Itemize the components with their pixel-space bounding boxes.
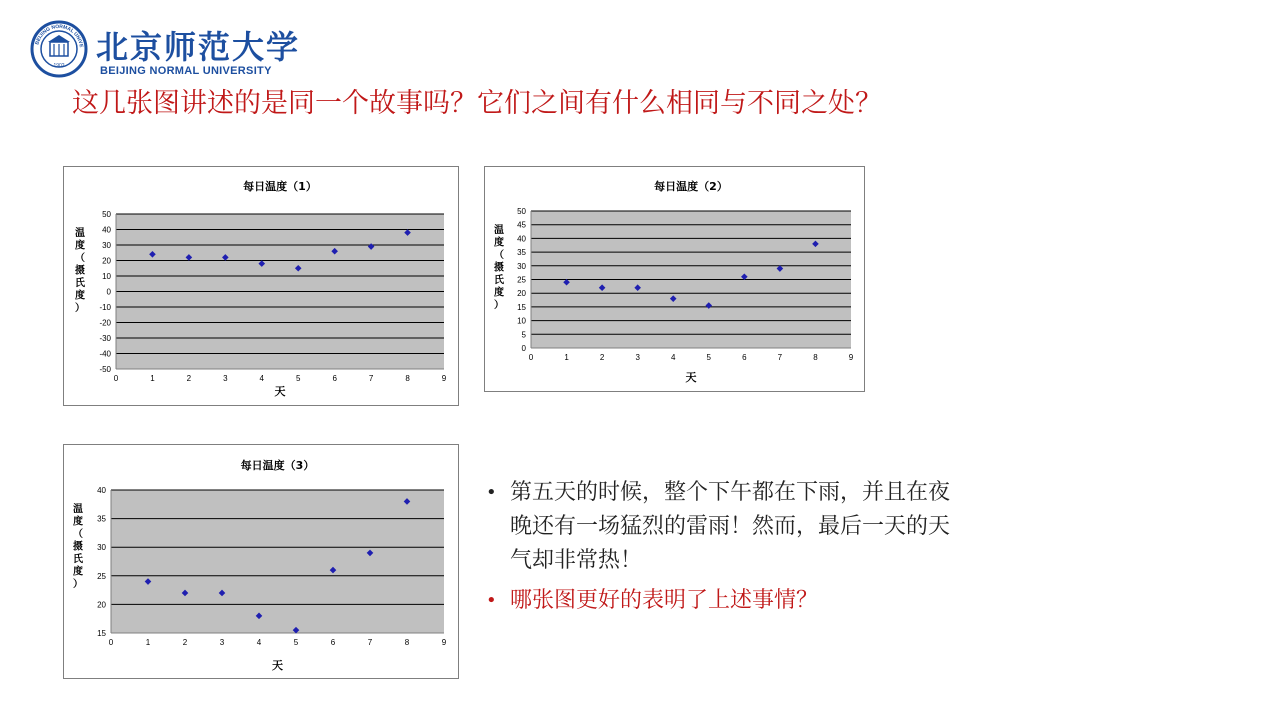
x-tick-label: 2 [186,374,192,383]
y-tick-label: 0 [521,344,526,353]
chart-title: 每日温度（1） [243,180,317,193]
x-axis-label: 天 [272,659,283,672]
y-tick-label: 20 [102,256,111,266]
x-axis-label: 天 [274,385,286,398]
y-tick-label: -30 [99,334,111,343]
x-tick-label: 6 [332,374,337,383]
x-tick-label: 8 [404,638,410,647]
x-tick-label: 4 [256,638,262,647]
x-tick-label: 8 [813,353,818,362]
chart-title: 每日温度（2） [654,180,728,193]
bullet-dot-icon: • [486,590,497,611]
y-tick-label: 10 [517,316,526,326]
y-tick-label: 5 [521,330,526,340]
y-tick-label: 20 [97,600,106,610]
y-axis-label: 温度（摄氏度） [494,225,504,311]
chart-3-svg [64,445,460,680]
y-tick-label: 35 [517,248,526,258]
chart-title: 每日温度（3） [240,459,315,472]
y-tick-label: 15 [517,302,526,312]
y-tick-label: 40 [517,234,526,244]
x-tick-label: 2 [599,353,605,362]
y-tick-label: 40 [97,486,106,495]
x-tick-label: 8 [405,374,410,383]
x-tick-label: 5 [295,374,301,383]
x-tick-label: 0 [528,353,534,362]
slide-question: 这几张图讲述的是同一个故事吗？它们之间有什么相同与不同之处？ [72,88,882,119]
x-tick-label: 5 [293,638,299,647]
x-tick-label: 3 [219,638,225,647]
chart-daily-temperature-3 [63,444,459,679]
x-axis-label: 天 [685,371,697,384]
x-tick-label: 9 [848,353,854,362]
y-tick-label: 10 [102,272,111,281]
y-tick-label: 25 [517,275,526,285]
y-tick-label: 35 [97,514,106,524]
seal-text: BEIJING NORMAL UNIVE [34,23,84,48]
bullet-dot-icon: • [486,482,497,503]
y-tick-label: 50 [517,207,526,216]
x-tick-label: 2 [182,638,188,647]
x-tick-label: 7 [368,374,374,383]
x-tick-label: 6 [742,353,747,362]
y-axis-label: 温度（摄氏度） [73,504,83,590]
x-tick-label: 4 [259,374,265,383]
bullet-item-question [484,584,954,618]
y-tick-label: 30 [517,261,526,271]
y-tick-label: 30 [102,241,111,250]
chart-1-svg [64,167,460,407]
chart-daily-temperature-2 [484,166,865,392]
y-tick-label: 0 [106,287,111,297]
x-tick-label: 1 [564,353,569,362]
x-tick-label: 7 [367,638,373,647]
plot-area [111,490,444,633]
x-tick-label: 7 [777,353,783,362]
bullet-text-question: 哪张图更好的表明了上述事情？ [510,588,819,613]
y-tick-label: -40 [99,349,111,359]
x-tick-label: 1 [145,638,151,647]
y-axis-label: 温度（摄氏度） [75,228,85,314]
x-tick-label: 3 [223,374,228,383]
y-tick-label: -50 [99,365,111,374]
university-seal-icon [30,20,88,78]
bullet-item-story [484,476,954,578]
bullet-list [484,476,954,618]
y-tick-label: 20 [517,289,526,299]
y-tick-label: 40 [102,225,111,235]
bullet-text-story: 第五天的时候，整个下午都在下雨，并且在夜晚还有一场猛烈的雷雨！然而，最后一天的天气却非常热！ [510,480,951,573]
logo-english-name: BEIJING NORMAL UNIVERSITY [100,65,272,77]
y-tick-label: 25 [97,571,106,581]
chart-daily-temperature-1 [63,166,459,406]
x-tick-label: 5 [706,353,712,362]
university-logo [30,20,301,80]
x-tick-label: 0 [108,638,114,647]
seal-year: 1902 [53,63,65,69]
y-tick-label: -20 [99,318,111,328]
y-tick-label: 45 [517,220,526,230]
y-tick-label: 30 [97,543,106,553]
chart-2-svg [485,167,866,393]
y-tick-label: 15 [97,629,106,638]
x-tick-label: 1 [150,374,155,383]
x-tick-label: 6 [330,638,336,647]
x-tick-label: 9 [441,374,447,383]
logo-chinese-name: 北京师范大学 [96,28,301,66]
x-tick-label: 4 [670,353,676,362]
x-tick-label: 0 [113,374,119,383]
y-tick-label: 50 [102,210,111,219]
y-tick-label: -10 [99,303,111,312]
x-tick-label: 3 [635,353,640,362]
x-tick-label: 9 [441,638,447,647]
